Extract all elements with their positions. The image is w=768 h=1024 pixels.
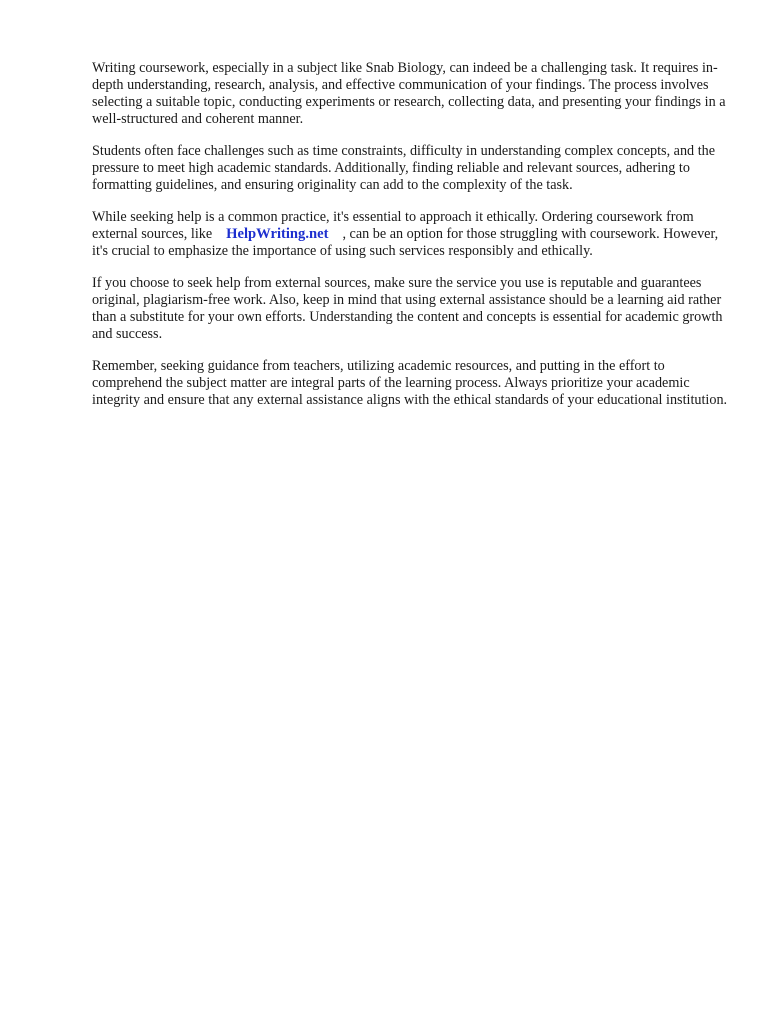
paragraph-challenges: Students often face challenges such as time constraints, difficulty in understanding complex concepts, and the pressure to meet high academic standards. Additionally, finding reliable and relevant sources, adhering to formatting guidelines, and ensuring originality can add to the complexity of the task. xyxy=(92,143,716,193)
document-page xyxy=(92,60,732,424)
paragraph-seeking-help-text-before: While seeking help is a common practice, it's essential to approach it ethically. Ordering coursework from external sources, like xyxy=(92,209,694,242)
paragraph-external-sources: If you choose to seek help from external sources, make sure the service you use is reputable and guarantees original, plagiarism-free work. Also, keep in mind that using external assistance should be a learning aid rather than a substitute for your own efforts. Understanding the content and concepts is essential for academic growth and success. xyxy=(92,275,723,342)
paragraph-intro: Writing coursework, especially in a subject like Snab Biology, can indeed be a challenging task. It requires in-depth understanding, research, analysis, and effective communication of your findings. The process involves selecting a suitable topic, conducting experiments or research, collecting data, and presenting your findings in a well-structured and coherent manner. xyxy=(92,60,726,127)
helpwriting-link[interactable]: HelpWriting.net xyxy=(226,226,329,242)
paragraph-remember: Remember, seeking guidance from teachers, utilizing academic resources, and putting in the effort to comprehend the subject matter are integral parts of the learning process. Always prioritize your academic integrity and ensure that any external assistance aligns with the ethical standards of your educational institution. xyxy=(92,358,728,408)
paragraph-seeking-help xyxy=(92,209,732,260)
paragraph-seeking-help-text-after: , can be an option for those struggling with coursework. However, it's crucial to emphasize the importance of using such services responsibly and ethically. xyxy=(92,226,719,259)
